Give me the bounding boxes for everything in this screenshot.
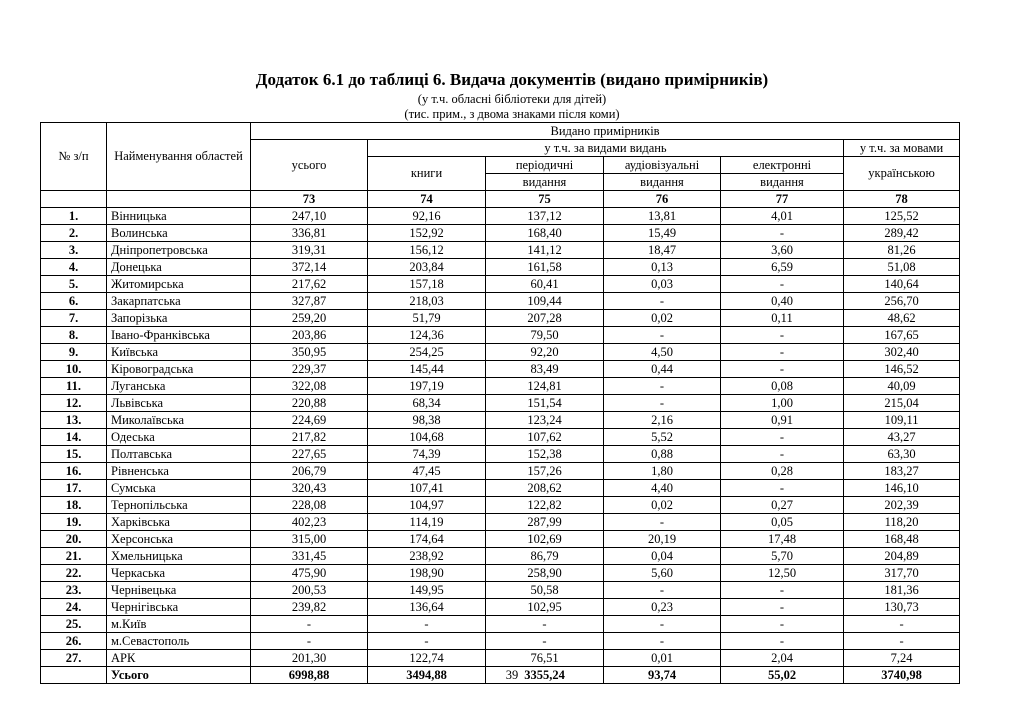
cell-periodic: 124,81	[486, 378, 604, 395]
cell-region-name: Житомирська	[107, 276, 251, 293]
cell-region-name: Полтавська	[107, 446, 251, 463]
table-row	[41, 531, 960, 548]
header-total: усього	[251, 140, 368, 191]
cell-total: 322,08	[251, 378, 368, 395]
cell-books: 3494,88	[368, 667, 486, 684]
cell-books: 104,68	[368, 429, 486, 446]
cell-periodic: 60,41	[486, 276, 604, 293]
cell-total: -	[251, 616, 368, 633]
column-number: 75	[486, 191, 604, 208]
cell-region-name: Черкаська	[107, 565, 251, 582]
cell-region-name: Одеська	[107, 429, 251, 446]
cell-region-name: Харківська	[107, 514, 251, 531]
column-number: 76	[604, 191, 721, 208]
table-row	[41, 582, 960, 599]
cell-region-name: Дніпропетровська	[107, 242, 251, 259]
cell-region-name: м.Київ	[107, 616, 251, 633]
table-row	[41, 259, 960, 276]
table-row	[41, 480, 960, 497]
cell-ukrainian: -	[844, 616, 960, 633]
cell-audiovisual: 4,40	[604, 480, 721, 497]
cell-electronic: -	[721, 446, 844, 463]
cell-audiovisual: 5,60	[604, 565, 721, 582]
cell-row-number: 24.	[41, 599, 107, 616]
cell-electronic: 1,00	[721, 395, 844, 412]
cell-audiovisual: 0,23	[604, 599, 721, 616]
cell-ukrainian: 289,42	[844, 225, 960, 242]
cell-total: 228,08	[251, 497, 368, 514]
table-row	[41, 242, 960, 259]
cell-books: -	[368, 633, 486, 650]
cell-electronic: 6,59	[721, 259, 844, 276]
cell-audiovisual: -	[604, 514, 721, 531]
cell-ukrainian: 43,27	[844, 429, 960, 446]
header-ukrainian: українською	[844, 157, 960, 191]
column-number-blank	[41, 191, 107, 208]
column-number: 78	[844, 191, 960, 208]
cell-audiovisual: 0,02	[604, 497, 721, 514]
cell-ukrainian: 48,62	[844, 310, 960, 327]
cell-total: 372,14	[251, 259, 368, 276]
cell-total: 350,95	[251, 344, 368, 361]
cell-region-name: Рівненська	[107, 463, 251, 480]
cell-ukrainian: 81,26	[844, 242, 960, 259]
cell-total: 327,87	[251, 293, 368, 310]
cell-row-number: 23.	[41, 582, 107, 599]
cell-total: 475,90	[251, 565, 368, 582]
cell-row-number: 21.	[41, 548, 107, 565]
cell-periodic: 208,62	[486, 480, 604, 497]
cell-row-number: 6.	[41, 293, 107, 310]
cell-periodic: 122,82	[486, 497, 604, 514]
cell-books: 238,92	[368, 548, 486, 565]
cell-ukrainian: 204,89	[844, 548, 960, 565]
header-electronic-2: видання	[721, 174, 844, 191]
cell-electronic: 0,08	[721, 378, 844, 395]
cell-total: 201,30	[251, 650, 368, 667]
document-units-note: (тис. прим., з двома знаками після коми)	[404, 107, 620, 121]
cell-total: 315,00	[251, 531, 368, 548]
cell-row-number: 7.	[41, 310, 107, 327]
cell-audiovisual: 1,80	[604, 463, 721, 480]
cell-ukrainian: 215,04	[844, 395, 960, 412]
table-body	[41, 208, 960, 684]
cell-periodic: 123,24	[486, 412, 604, 429]
cell-region-name: Чернігівська	[107, 599, 251, 616]
cell-region-name: Івано-Франківська	[107, 327, 251, 344]
table-row	[41, 463, 960, 480]
cell-electronic: -	[721, 599, 844, 616]
cell-electronic: 4,01	[721, 208, 844, 225]
cell-region-name: Луганська	[107, 378, 251, 395]
cell-books: 104,97	[368, 497, 486, 514]
cell-audiovisual: -	[604, 616, 721, 633]
cell-periodic: 102,69	[486, 531, 604, 548]
cell-books: 136,64	[368, 599, 486, 616]
cell-periodic: 207,28	[486, 310, 604, 327]
cell-total: 217,82	[251, 429, 368, 446]
cell-row-number: 15.	[41, 446, 107, 463]
column-number: 77	[721, 191, 844, 208]
cell-region-name: Усього	[107, 667, 251, 684]
cell-books: 98,38	[368, 412, 486, 429]
cell-periodic: -	[486, 633, 604, 650]
cell-total: 6998,88	[251, 667, 368, 684]
cell-region-name: Хмельницька	[107, 548, 251, 565]
table-row	[41, 565, 960, 582]
cell-row-number: 17.	[41, 480, 107, 497]
cell-electronic: 3,60	[721, 242, 844, 259]
header-issued: Видано примірників	[251, 123, 960, 140]
cell-ukrainian: 125,52	[844, 208, 960, 225]
header-audiovisual: аудіовізуальні	[604, 157, 721, 174]
cell-audiovisual: 15,49	[604, 225, 721, 242]
cell-total: 206,79	[251, 463, 368, 480]
cell-audiovisual: 0,04	[604, 548, 721, 565]
cell-audiovisual: 93,74	[604, 667, 721, 684]
cell-books: 198,90	[368, 565, 486, 582]
column-number-blank	[107, 191, 251, 208]
cell-region-name: Волинська	[107, 225, 251, 242]
cell-books: 197,19	[368, 378, 486, 395]
cell-electronic: -	[721, 616, 844, 633]
cell-periodic: 76,51	[486, 650, 604, 667]
cell-books: 47,45	[368, 463, 486, 480]
cell-ukrainian: 317,70	[844, 565, 960, 582]
cell-total: 319,31	[251, 242, 368, 259]
cell-periodic: 107,62	[486, 429, 604, 446]
table-row	[41, 395, 960, 412]
cell-books: 92,16	[368, 208, 486, 225]
cell-periodic: 50,58	[486, 582, 604, 599]
cell-periodic: 287,99	[486, 514, 604, 531]
cell-audiovisual: 20,19	[604, 531, 721, 548]
cell-ukrainian: 183,27	[844, 463, 960, 480]
cell-electronic: 0,91	[721, 412, 844, 429]
cell-total: 220,88	[251, 395, 368, 412]
cell-audiovisual: 0,01	[604, 650, 721, 667]
table-row	[41, 361, 960, 378]
cell-electronic: 17,48	[721, 531, 844, 548]
table-row	[41, 429, 960, 446]
cell-books: 114,19	[368, 514, 486, 531]
column-number: 74	[368, 191, 486, 208]
table-row	[41, 514, 960, 531]
cell-electronic: -	[721, 633, 844, 650]
header-by-type: у т.ч. за видами видань	[368, 140, 844, 157]
cell-electronic: 0,28	[721, 463, 844, 480]
cell-books: 122,74	[368, 650, 486, 667]
document-title: Додаток 6.1 до таблиці 6. Видача документів (видано примірників)	[255, 70, 769, 89]
cell-ukrainian: 202,39	[844, 497, 960, 514]
cell-periodic: 3355,24	[486, 667, 604, 684]
cell-electronic: -	[721, 582, 844, 599]
cell-electronic: -	[721, 361, 844, 378]
cell-ukrainian: 167,65	[844, 327, 960, 344]
table-row	[41, 412, 960, 429]
cell-row-number: 1.	[41, 208, 107, 225]
cell-total: 336,81	[251, 225, 368, 242]
cell-audiovisual: -	[604, 378, 721, 395]
document-subtitle: (у т.ч. обласні бібліотеки для дітей)	[417, 92, 607, 106]
cell-row-number: 11.	[41, 378, 107, 395]
cell-electronic: 0,40	[721, 293, 844, 310]
cell-row-number: 26.	[41, 633, 107, 650]
cell-total: 320,43	[251, 480, 368, 497]
table-header	[41, 123, 960, 208]
cell-audiovisual: 0,88	[604, 446, 721, 463]
cell-electronic: 5,70	[721, 548, 844, 565]
cell-audiovisual: -	[604, 582, 721, 599]
cell-electronic: 12,50	[721, 565, 844, 582]
cell-periodic: 137,12	[486, 208, 604, 225]
cell-audiovisual: 0,44	[604, 361, 721, 378]
cell-total: 227,65	[251, 446, 368, 463]
table-row	[41, 548, 960, 565]
header-region: Найменування областей	[107, 123, 251, 191]
header-by-language: у т.ч. за мовами	[844, 140, 960, 157]
cell-books: 107,41	[368, 480, 486, 497]
cell-books: 157,18	[368, 276, 486, 293]
cell-region-name: Херсонська	[107, 531, 251, 548]
table-row	[41, 225, 960, 242]
table-row	[41, 344, 960, 361]
cell-electronic: 0,27	[721, 497, 844, 514]
cell-electronic: -	[721, 327, 844, 344]
cell-row-number: 25.	[41, 616, 107, 633]
column-number: 73	[251, 191, 368, 208]
cell-audiovisual: 0,03	[604, 276, 721, 293]
column-numbers-row	[41, 191, 960, 208]
cell-region-name: Закарпатська	[107, 293, 251, 310]
cell-total: 331,45	[251, 548, 368, 565]
cell-row-number: 20.	[41, 531, 107, 548]
cell-row-number: 18.	[41, 497, 107, 514]
cell-audiovisual: 2,16	[604, 412, 721, 429]
table-row	[41, 650, 960, 667]
cell-ukrainian: 146,10	[844, 480, 960, 497]
page-number: 39	[505, 668, 519, 682]
cell-ukrainian: 140,64	[844, 276, 960, 293]
cell-region-name: Київська	[107, 344, 251, 361]
cell-ukrainian: 146,52	[844, 361, 960, 378]
header-books: книги	[368, 157, 486, 191]
cell-row-number: 4.	[41, 259, 107, 276]
cell-total: 229,37	[251, 361, 368, 378]
table-row	[41, 616, 960, 633]
cell-electronic: 55,02	[721, 667, 844, 684]
table-row	[41, 633, 960, 650]
cell-ukrainian: 51,08	[844, 259, 960, 276]
cell-total: 247,10	[251, 208, 368, 225]
cell-row-number: 9.	[41, 344, 107, 361]
cell-periodic: 109,44	[486, 293, 604, 310]
table-row	[41, 208, 960, 225]
cell-ukrainian: 130,73	[844, 599, 960, 616]
cell-region-name: Сумська	[107, 480, 251, 497]
header-periodic-2: видання	[486, 174, 604, 191]
cell-region-name: Тернопільська	[107, 497, 251, 514]
cell-books: 156,12	[368, 242, 486, 259]
table-row	[41, 378, 960, 395]
table-row	[41, 497, 960, 514]
cell-ukrainian: 302,40	[844, 344, 960, 361]
cell-total: 259,20	[251, 310, 368, 327]
cell-ukrainian: -	[844, 633, 960, 650]
cell-audiovisual: -	[604, 293, 721, 310]
cell-total: 402,23	[251, 514, 368, 531]
cell-periodic: 79,50	[486, 327, 604, 344]
header-audiovisual-2: видання	[604, 174, 721, 191]
cell-electronic: 0,05	[721, 514, 844, 531]
cell-ukrainian: 7,24	[844, 650, 960, 667]
cell-row-number: 16.	[41, 463, 107, 480]
cell-total: 239,82	[251, 599, 368, 616]
cell-periodic: 141,12	[486, 242, 604, 259]
header-no: № з/п	[41, 123, 107, 191]
cell-books: 203,84	[368, 259, 486, 276]
cell-ukrainian: 256,70	[844, 293, 960, 310]
cell-periodic: 168,40	[486, 225, 604, 242]
cell-row-number: 22.	[41, 565, 107, 582]
cell-row-number: 10.	[41, 361, 107, 378]
cell-ukrainian: 168,48	[844, 531, 960, 548]
cell-books: 68,34	[368, 395, 486, 412]
table-row	[41, 310, 960, 327]
cell-region-name: Запорізька	[107, 310, 251, 327]
cell-audiovisual: 13,81	[604, 208, 721, 225]
cell-row-number: 3.	[41, 242, 107, 259]
cell-region-name: Кіровоградська	[107, 361, 251, 378]
cell-row-number: 14.	[41, 429, 107, 446]
cell-audiovisual: -	[604, 327, 721, 344]
cell-region-name: м.Севастополь	[107, 633, 251, 650]
cell-audiovisual: 18,47	[604, 242, 721, 259]
cell-electronic: -	[721, 429, 844, 446]
cell-books: -	[368, 616, 486, 633]
table-row	[41, 327, 960, 344]
cell-periodic: 102,95	[486, 599, 604, 616]
cell-periodic: 258,90	[486, 565, 604, 582]
cell-total: -	[251, 633, 368, 650]
cell-periodic: 152,38	[486, 446, 604, 463]
cell-audiovisual: 0,02	[604, 310, 721, 327]
cell-periodic: -	[486, 616, 604, 633]
cell-electronic: -	[721, 225, 844, 242]
cell-periodic: 151,54	[486, 395, 604, 412]
cell-row-number: 13.	[41, 412, 107, 429]
cell-audiovisual: 5,52	[604, 429, 721, 446]
cell-audiovisual: 0,13	[604, 259, 721, 276]
cell-total: 200,53	[251, 582, 368, 599]
cell-books: 218,03	[368, 293, 486, 310]
cell-total: 217,62	[251, 276, 368, 293]
cell-total: 203,86	[251, 327, 368, 344]
cell-electronic: -	[721, 344, 844, 361]
cell-electronic: 0,11	[721, 310, 844, 327]
cell-region-name: Львівська	[107, 395, 251, 412]
cell-electronic: -	[721, 276, 844, 293]
cell-region-name: Вінницька	[107, 208, 251, 225]
cell-audiovisual: 4,50	[604, 344, 721, 361]
cell-ukrainian: 3740,98	[844, 667, 960, 684]
cell-ukrainian: 181,36	[844, 582, 960, 599]
cell-region-name: Миколаївська	[107, 412, 251, 429]
cell-ukrainian: 63,30	[844, 446, 960, 463]
cell-row-number: 5.	[41, 276, 107, 293]
table-row	[41, 446, 960, 463]
cell-electronic: 2,04	[721, 650, 844, 667]
cell-periodic: 83,49	[486, 361, 604, 378]
cell-ukrainian: 40,09	[844, 378, 960, 395]
cell-row-number: 12.	[41, 395, 107, 412]
cell-books: 145,44	[368, 361, 486, 378]
data-table	[40, 122, 960, 684]
cell-books: 74,39	[368, 446, 486, 463]
cell-total: 224,69	[251, 412, 368, 429]
header-periodic: періодичні	[486, 157, 604, 174]
cell-row-number: 8.	[41, 327, 107, 344]
cell-ukrainian: 109,11	[844, 412, 960, 429]
cell-periodic: 92,20	[486, 344, 604, 361]
cell-audiovisual: -	[604, 395, 721, 412]
cell-periodic: 161,58	[486, 259, 604, 276]
table-row	[41, 293, 960, 310]
cell-audiovisual: -	[604, 633, 721, 650]
cell-row-number: 27.	[41, 650, 107, 667]
cell-books: 254,25	[368, 344, 486, 361]
cell-electronic: -	[721, 480, 844, 497]
cell-periodic: 157,26	[486, 463, 604, 480]
cell-region-name: Донецька	[107, 259, 251, 276]
cell-row-number: 2.	[41, 225, 107, 242]
cell-region-name: АРК	[107, 650, 251, 667]
table-row	[41, 599, 960, 616]
table-row	[41, 276, 960, 293]
cell-periodic: 86,79	[486, 548, 604, 565]
cell-books: 174,64	[368, 531, 486, 548]
cell-books: 152,92	[368, 225, 486, 242]
cell-books: 124,36	[368, 327, 486, 344]
cell-books: 149,95	[368, 582, 486, 599]
cell-books: 51,79	[368, 310, 486, 327]
cell-region-name: Чернівецька	[107, 582, 251, 599]
cell-row-number: 19.	[41, 514, 107, 531]
cell-ukrainian: 118,20	[844, 514, 960, 531]
header-electronic: електронні	[721, 157, 844, 174]
